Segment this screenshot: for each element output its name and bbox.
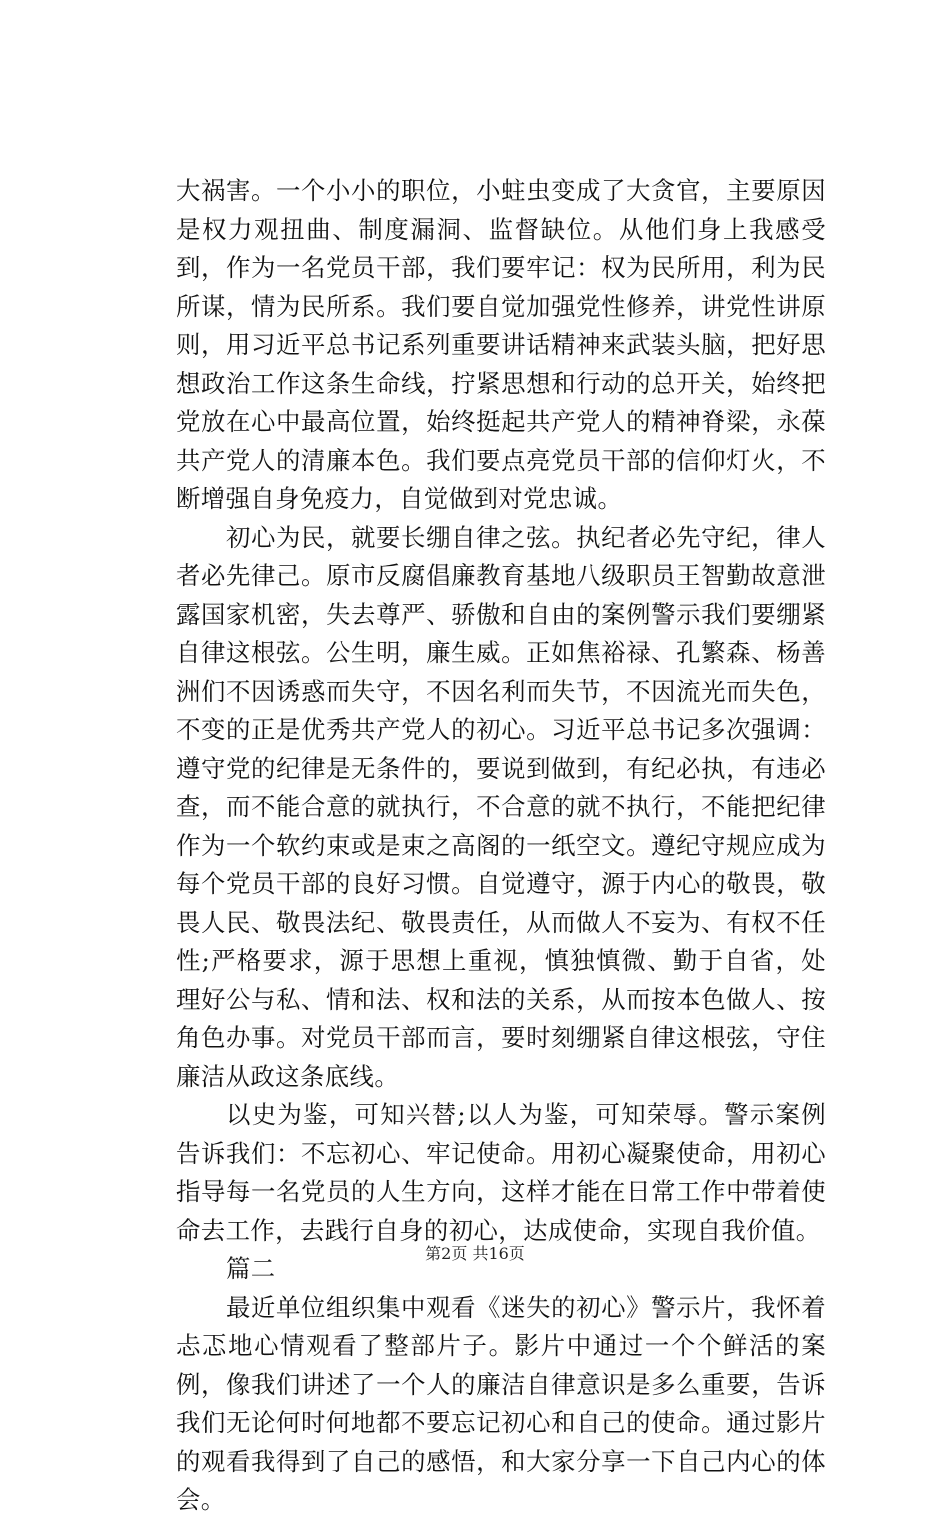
paragraph-history-mirror: 以史为鉴，可知兴替;以人为鉴，可知荣辱。警示案例告诉我们：不忘初心、牢记使命。用初心凝聚使命，用初心指导每一名党员的人生方向，这样才能在日常工作中带着使命去工作，去践行自身的初心，达成使命，实现自我价值。 bbox=[176, 1100, 826, 1245]
paragraph-film-viewing: 最近单位组织集中观看《迷失的初心》警示片，我怀着忐忑地心情观看了整部片子。影片中通过一个个鲜活的案例，像我们讲述了一个人的廉洁自律意识是多么重要，告诉我们无论何时何地都不要忘记初心和自己的使命。通过影片的观看我得到了自己的感悟，和大家分享一下自己内心的体会。 bbox=[176, 1292, 826, 1514]
section-heading-part-two: 篇二 bbox=[226, 1254, 276, 1283]
document-body bbox=[176, 172, 826, 1520]
paragraph-self-discipline: 初心为民，就要长绷自律之弦。执纪者必先守纪，律人者必先律己。原市反腐倡廉教育基地八级职员王智勤故意泄露国家机密，失去尊严、骄傲和自由的案例警示我们要绷紧自律这根弦。公生明，廉生威。正如焦裕禄、孔繁森、杨善洲们不因诱惑而失守，不因名利而失节，不因流光而失色，不变的正是优秀共产党人的初心。习近平总书记多次强调：遵守党的纪律是无条件的，要说到做到，有纪必执，有违必查，而不能合意的就执行，不合意的就不执行，不能把纪律作为一个软约束或是束之高阁的一纸空文。遵纪守规应成为每个党员干部的良好习惯。自觉遵守，源于内心的敬畏，敬畏人民、敬畏法纪、敬畏责任，从而做人不妄为、有权不任性;严格要求，源于思想上重视，慎独慎微、勤于自省，处理好公与私、情和法、权和法的关系，从而按本色做人、按角色办事。对党员干部而言，要时刻绷紧自律这根弦，守住廉洁从政这条底线。 bbox=[176, 522, 826, 1091]
paragraph-continuation: 大祸害。一个小小的职位，小蛀虫变成了大贪官，主要原因是权力观扭曲、制度漏洞、监督缺位。从他们身上我感受到，作为一名党员干部，我们要牢记：权为民所用，利为民所谋，情为民所系。我们要自觉加强党性修养，讲党性讲原则，用习近平总书记系列重要讲话精神来武装头脑，把好思想政治工作这条生命线，拧紧思想和行动的总开关，始终把党放在心中最高位置，始终挺起共产党人的精神脊梁，永葆共产党人的清廉本色。我们要点亮党员干部的信仰灯火，不断增强自身免疫力，自觉做到对党忠诚。 bbox=[176, 176, 826, 513]
page-number-footer: 第2页 共16页 bbox=[425, 1244, 525, 1263]
